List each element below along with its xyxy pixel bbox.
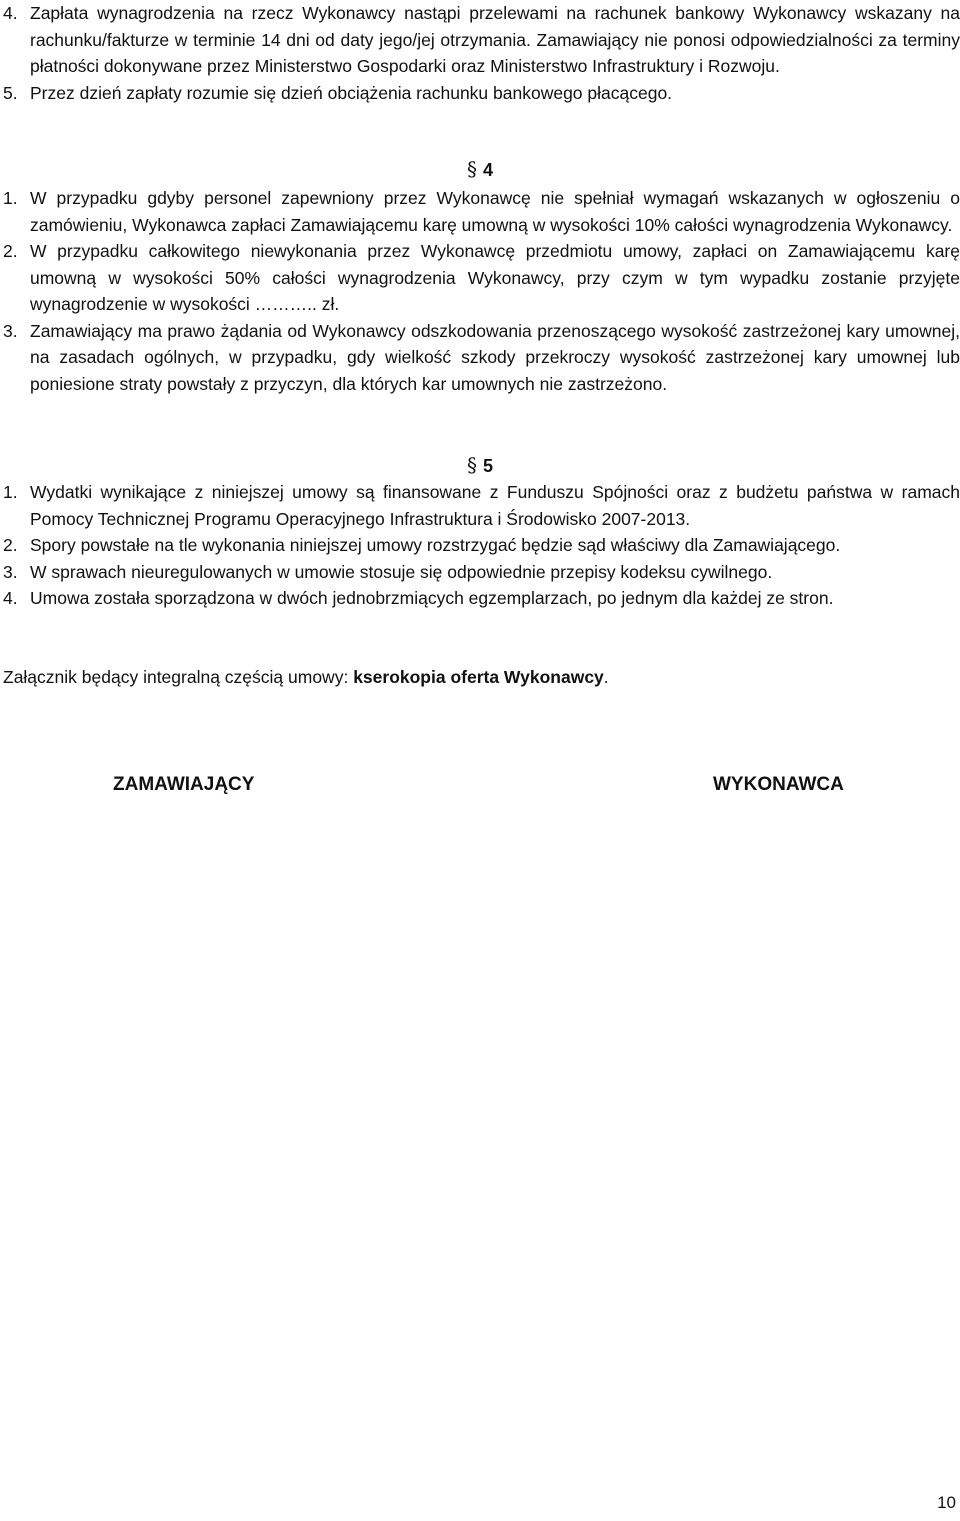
- page-number: 10: [937, 1493, 956, 1512]
- item-text: W przypadku gdyby personel zapewniony przez Wykonawcę nie spełniał wymagań wskazanych w ogłoszeniu o zamówieniu, Wykonawca zapłaci Zamawiającemu karę umowną w wysokości 10% całości wynagrodzenia Wykonawcy.: [30, 188, 960, 235]
- item-text: Wydatki wynikające z niniejszej umowy są finansowane z Funduszu Spójności oraz z budżetu państwa w ramach Pomocy Technicznej Programu Operacyjnego Infrastruktura i Środowisko 2007-2013.: [30, 482, 960, 529]
- signature-contractor: WYKONAWCA: [713, 774, 844, 795]
- item-text: Umowa została sporządzona w dwóch jednobrzmiących egzemplarzach, po jednym dla każdej ze stron.: [30, 588, 834, 608]
- attachment-line: [3, 664, 609, 691]
- section-number: 5: [482, 456, 493, 476]
- list-item: [3, 80, 960, 107]
- item-number: 3.: [3, 320, 18, 341]
- attachment-label: Załącznik będący integralną częścią umowy:: [3, 667, 349, 687]
- attachment-end: .: [603, 667, 609, 687]
- item-number: 2.: [3, 535, 18, 555]
- list-item: [3, 238, 960, 318]
- item-number: 2.: [3, 241, 18, 261]
- section-symbol: §: [466, 453, 477, 477]
- attachment-value: kserokopia oferta Wykonawcy: [353, 667, 604, 687]
- item-number: 1.: [3, 482, 18, 502]
- list-item: [3, 185, 960, 238]
- signature-orderer: ZAMAWIAJĄCY: [113, 774, 255, 795]
- item-number: 5.: [3, 82, 18, 103]
- item-text: Przez dzień zapłaty rozumie się dzień obciążenia rachunku bankowego płacącego.: [30, 82, 673, 103]
- section5-heading: [0, 452, 960, 479]
- item-text: W przypadku całkowitego niewykonania przez Wykonawcę przedmiotu umowy, zapłaci on Zamawiającemu karę umowną w wysokości 50% całości wynagrodzenia Wykonawcy, przy czym w tym wypadku zostanie przyjęte wynagrodzenie w wysokości ……….. zł.: [30, 241, 960, 314]
- list-item: [3, 0, 960, 80]
- item-text: W sprawach nieuregulowanych w umowie stosuje się odpowiednie przepisy kodeksu cywilnego.: [30, 561, 773, 582]
- list-item: [3, 559, 960, 586]
- list-item: [3, 479, 960, 532]
- section3-tail: [3, 0, 960, 106]
- section4-list: [3, 185, 960, 397]
- list-item: [3, 585, 960, 612]
- section5-list: [3, 479, 960, 612]
- item-number: 1.: [3, 188, 18, 208]
- item-number: 4.: [3, 3, 18, 23]
- section-symbol: §: [466, 157, 477, 181]
- item-text: Zamawiający ma prawo żądania od Wykonawcy odszkodowania przenoszącego wysokość zastrzeżonej kary umownej, na zasadach ogólnych, w przypadku, gdy wielkość szkody przekroczy wysokość zastrzeżonej kary umownej lub poniesione straty powstały z przyczyn, dla których kar umownych nie zastrzeżono.: [30, 320, 960, 394]
- list-item: [3, 318, 960, 398]
- item-text: Spory powstałe na tle wykonania niniejszej umowy rozstrzygać będzie sąd właściwy dla Zamawiającego.: [30, 535, 841, 555]
- item-number: 4.: [3, 588, 18, 608]
- section4-heading: [0, 156, 960, 183]
- section-number: 4: [482, 160, 493, 180]
- item-number: 3.: [3, 561, 18, 582]
- list-item: [3, 532, 960, 559]
- item-text: Zapłata wynagrodzenia na rzecz Wykonawcy nastąpi przelewami na rachunek bankowy Wykonawcy wskazany na rachunku/fakturze w terminie 14 dni od daty jego/jej otrzymania. Zamawiający nie ponosi odpowiedzialności za terminy płatności dokonywane przez Ministerstwo Gospodarki oraz Ministerstwo Infrastruktury i Rozwoju.: [30, 3, 960, 76]
